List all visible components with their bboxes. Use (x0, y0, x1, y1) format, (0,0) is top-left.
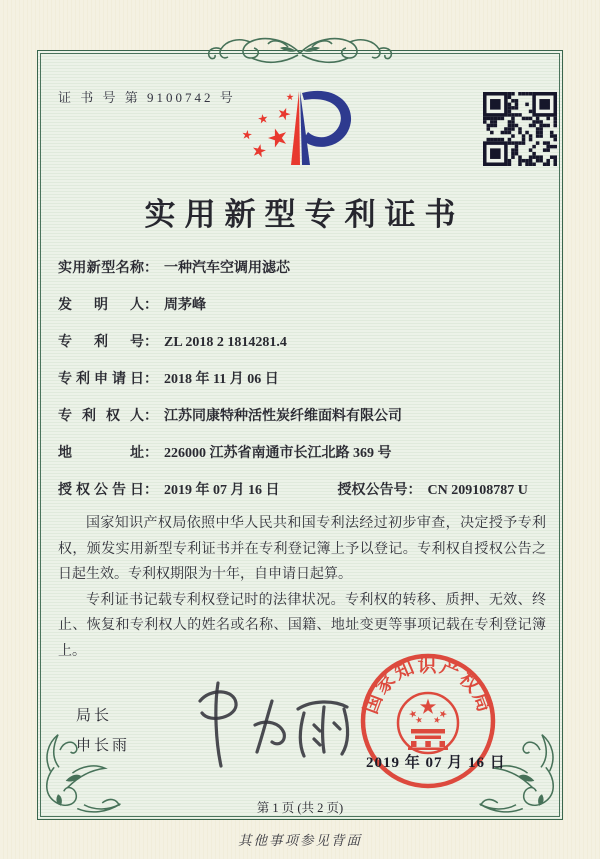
field-colon: ： (144, 483, 158, 498)
seal-date: 2019 年 07 月 16 日 (366, 755, 506, 771)
field-row-grant (58, 482, 544, 500)
field-label: 授权公告号 (337, 483, 408, 498)
field-label: 专利权人 (58, 409, 144, 424)
field-value: ZL 2018 2 1814281.4 (164, 335, 287, 350)
field-colon: ： (144, 261, 158, 276)
field-colon: ： (144, 335, 158, 350)
field-value: CN 209108787 U (427, 483, 528, 498)
logo-stars (242, 93, 294, 158)
certificate-panel (37, 50, 563, 820)
field-value: 2019 年 07 月 16 日 (164, 483, 280, 498)
page-number: 第 1 页 (共 2 页) (256, 801, 344, 815)
field-value: 周茅峰 (164, 298, 206, 313)
field-label: 地址 (58, 446, 144, 461)
signer-name: 申长雨 (76, 738, 131, 754)
top-flourish-ornament (200, 27, 400, 75)
legal-paragraph-2: 专利证书记载专利权登记时的法律状况。专利权的转移、质押、无效、终止、恢复和专利权人的姓名或名称、国籍、地址变更等事项记载在专利登记簿上。 (58, 592, 546, 659)
fields-section (58, 260, 544, 519)
field-row-patentee (58, 408, 544, 426)
field-label: 授权公告日 (58, 483, 144, 498)
director-signature (186, 673, 361, 778)
legal-text (58, 511, 546, 664)
field-row-name (58, 260, 544, 278)
field-row-patent-number (58, 334, 544, 352)
legal-paragraph-1: 国家知识产权局依照中华人民共和国专利法经过初步审查，决定授予专利权，颁发实用新型专利证书并在专利登记簿上予以登记。专利权自授权公告之日起生效。专利权期限为十年，自申请日起算。 (58, 516, 546, 582)
field-row-filing-date (58, 371, 544, 389)
cnipa-logo (238, 81, 368, 176)
field-value: 江苏同康特种活性炭纤维面料有限公司 (164, 409, 402, 424)
back-note: 其他事项参见背面 (238, 833, 362, 848)
signer-block (76, 701, 130, 761)
logo-p-shape (302, 91, 351, 147)
certificate-title: 实用新型专利证书 (144, 197, 465, 232)
field-value: 2018 年 11 月 06 日 (164, 372, 279, 387)
field-colon: ： (144, 372, 158, 387)
field-value: 226000 江苏省南通市长江北路 369 号 (164, 446, 392, 461)
field-label: 专利申请日 (58, 372, 144, 387)
grant-number-group (338, 482, 528, 500)
field-colon: ： (144, 446, 158, 461)
signer-title: 局长 (76, 708, 113, 724)
grant-date-group (58, 482, 280, 500)
national-emblem-icon (398, 693, 458, 753)
field-label: 实用新型名称 (58, 261, 144, 276)
field-label: 专利号 (58, 335, 144, 350)
seal-org-text: 国家知识产权局 (360, 655, 496, 717)
field-colon: ： (407, 483, 422, 498)
field-label: 发明人 (58, 298, 144, 313)
certificate-number: 证 书 号 第 9100742 号 (58, 90, 236, 105)
field-colon: ： (144, 409, 158, 424)
field-value: 一种汽车空调用滤芯 (164, 261, 290, 276)
field-row-address (58, 445, 544, 463)
field-row-inventor (58, 297, 544, 315)
field-colon: ： (144, 298, 158, 313)
qr-code (483, 92, 557, 166)
